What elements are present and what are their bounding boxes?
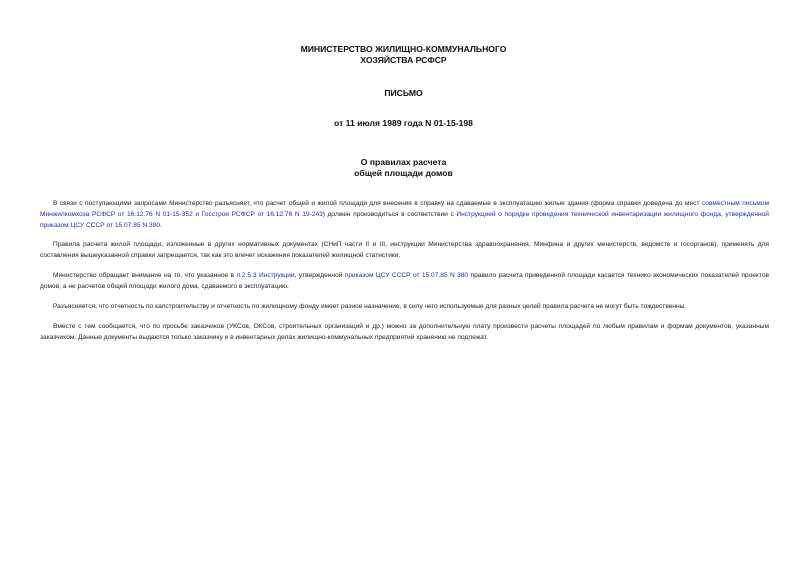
link-instruction-clause[interactable]: п.2.5.3 Инструкции (236, 272, 295, 279)
paragraph-1-text-a: В связи с поступающими запросами Министерство разъясняет, что расчет общей и жилой площади для внесения в справку на сдаваемые в эксплуатацию жилые здания (форма справки доведена до мест (53, 200, 702, 207)
document-type: ПИСЬМО (384, 88, 423, 98)
paragraph-1 (40, 198, 769, 231)
paragraph-1-text-b: ) должен производиться в соответствии с (322, 211, 457, 218)
ministry-line-1: МИНИСТЕРСТВО ЖИЛИЩНО-КОММУНАЛЬНОГО (300, 44, 507, 54)
paragraph-4: Разъясняется, что отчетность по капстроительству и отчетность по жилищному фонду имеет разное назначение, в силу чего используемые для разных целей правила расчета не могут быть тождественны. (53, 303, 687, 310)
paragraph-5: Вместе с тем сообщается, что по просьбе заказчиков (УКСов, ОКСов, строительных организаций и др.) можно за дополнительную плату произвести расчеты площадей по любым правилам и формам документов, указанным заказчиком. Данные документы выдаются только заказчику и в инвентарных делах жилищно-коммунальных предприятий хранению не подлежат. (40, 323, 769, 341)
document-topic (0, 157, 807, 179)
topic-line-1: О правилах расчета (360, 157, 447, 167)
link-inventory-instruction[interactable]: Инструкцией о порядке проведения технической инвентаризации жилищного фонда, утвержденной приказом ЦСУ СССР от 15.07.85 N 380 (40, 211, 769, 229)
paragraph-3-text-c: правило расчета приведенной площади касается технико-экономических показателей проектов домов, а не расчетов общей площади жилого дома, сдаваемого в эксплуатацию. (40, 272, 770, 290)
document-date-number: от 11 июля 1989 года N 01-15-198 (334, 118, 473, 128)
paragraph-3-text-b: , утвержденной (294, 272, 345, 279)
paragraph-3-text-a: Министерство обращает внимание на то, что указанное в (53, 272, 237, 279)
paragraph-1-text-c: . (159, 222, 162, 229)
ministry-title (0, 44, 807, 66)
link-csu-order[interactable]: приказом ЦСУ СССР от 15.07.85 N 380 (344, 272, 469, 279)
topic-line-2: общей площади домов (354, 168, 453, 178)
link-joint-letter[interactable]: совместным письмом Минжилкомхоза РСФСР от 16.12.76 N 01-15-352 и Госстроя РСФСР от 16.12.76 N 19-243 (40, 200, 769, 218)
paragraph-2: Правила расчета жилой площади, изложенные в других нормативных документах (СНиП части II и III, инструкции Министерства здравоохранения, Минфина и других министерств, ведомств и госорганов), применять для составления вышеуказанной справки запрещается, так как это влечет искажения показателей жилищной статистики. (40, 241, 769, 259)
ministry-line-2: ХОЗЯЙСТВА РСФСР (360, 55, 447, 65)
paragraph-3 (40, 270, 769, 292)
